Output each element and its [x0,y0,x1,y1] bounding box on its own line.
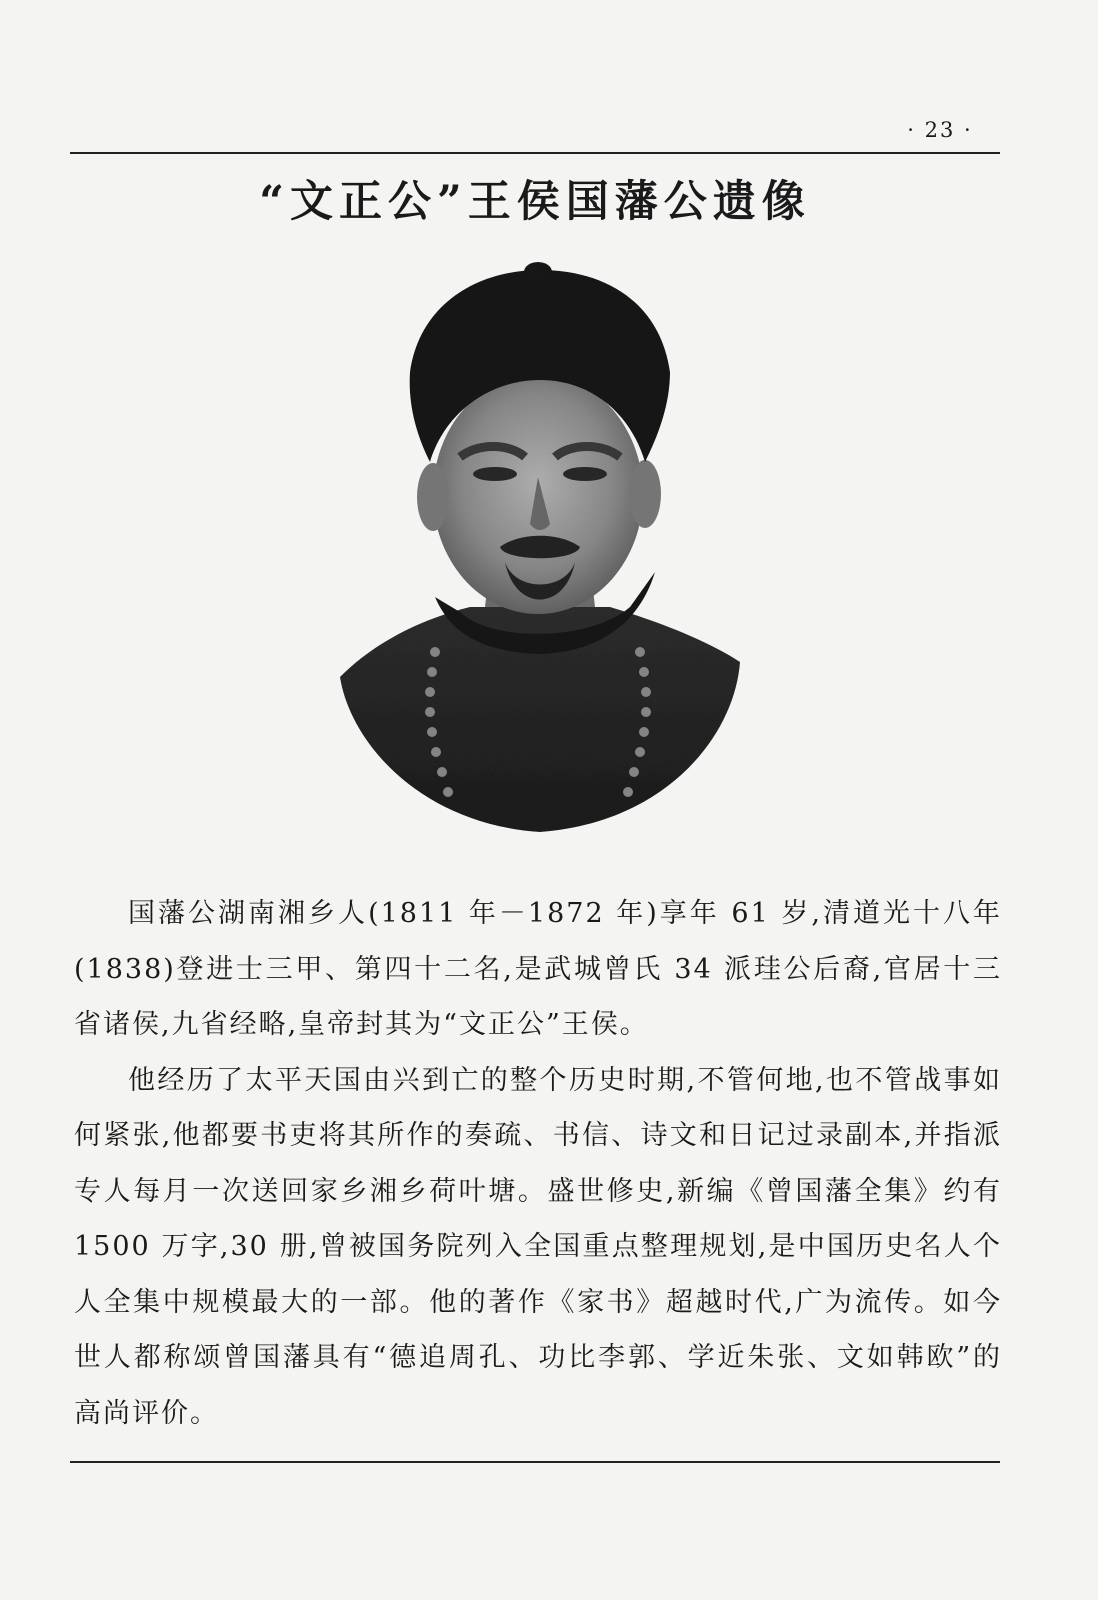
header-rule [70,152,1000,154]
paragraph-1: 国藩公湖南湘乡人(1811 年－1872 年)享年 61 岁,清道光十八年(1838)登进士三甲、第四十二名,是武城曾氏 34 派珪公后裔,官居十三省诸侯,九省经略,皇帝封其为“文正公”王侯。 [74,898,1002,1040]
page-number: · 23 · [907,118,973,142]
page-title: “文正公”王侯国藩公遗像 [259,177,811,227]
portrait-photo-icon [340,262,740,837]
footer-rule [70,1461,1000,1463]
paragraph-2: 他经历了太平天国由兴到亡的整个历史时期,不管何地,也不管战事如何紧张,他都要书吏将其所作的奏疏、书信、诗文和日记过录副本,并指派专人每月一次送回家乡湘乡荷叶塘。盛世修史,新编《曾国藩全集》约有 1500 万字,30 册,曾被国务院列入全国重点整理规划,是中国历史名人个人全集中规模最大的一部。他的著作《家书》超越时代,广为流传。如今世人都称颂曾国藩具有“德追周孔、功比李郭、学近朱张、文如韩欧”的高尚评价。 [74,1064,1002,1429]
body-text [74,886,1002,1441]
